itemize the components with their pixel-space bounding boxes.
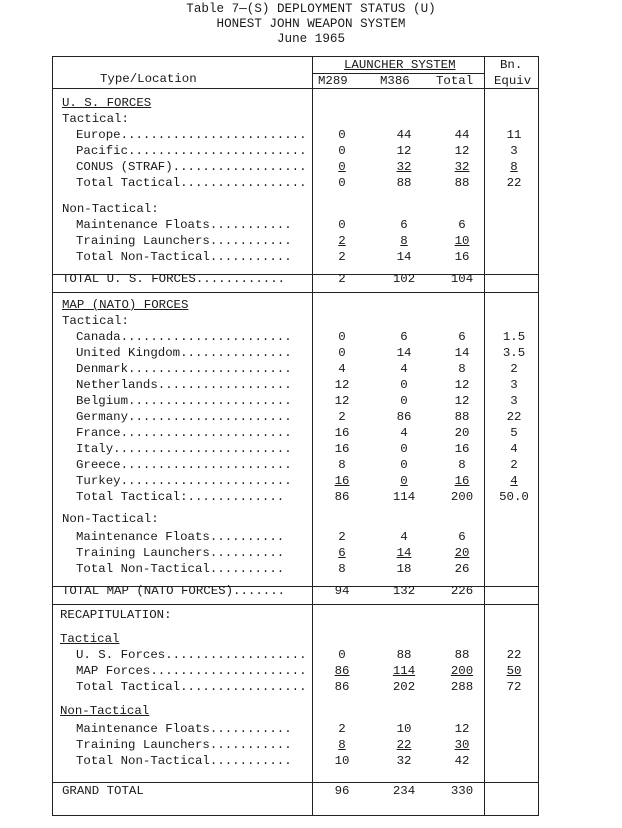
title-line-1: Table 7—(S) DEPLOYMENT STATUS (U) — [186, 2, 436, 16]
cell-m386: 8 — [400, 234, 408, 248]
row-label: Maintenance Floats........... — [76, 218, 292, 232]
cell-bn: 72 — [506, 680, 522, 694]
cell-m289: 6 — [338, 546, 346, 560]
cell-m289: 0 — [338, 648, 346, 662]
row-label: Europe......................... — [76, 128, 307, 142]
cell-bn: 4 — [510, 474, 518, 488]
cell-bn: 50 — [506, 664, 522, 678]
row-label: RECAPITULATION: — [60, 608, 172, 622]
row-label: CONUS (STRAF).................. — [76, 160, 307, 174]
cell-total: 16 — [454, 250, 470, 264]
row-label: Maintenance Floats.......... — [76, 530, 285, 544]
cell-m289: 16 — [334, 474, 350, 488]
cell-m289: 10 — [334, 754, 350, 768]
cell-total: 20 — [454, 426, 470, 440]
cell-bn: 3 — [510, 144, 518, 158]
row-label: Greece....................... — [76, 458, 292, 472]
cell-total: 12 — [454, 722, 470, 736]
row-label: Training Launchers.......... — [76, 546, 285, 560]
cell-m386: 4 — [400, 362, 408, 376]
row-label: Total Tactical................. — [76, 176, 307, 190]
cell-total: 6 — [458, 330, 466, 344]
row-label: Total Tactical:............. — [76, 490, 285, 504]
cell-total: 8 — [458, 362, 466, 376]
cell-total: 30 — [454, 738, 470, 752]
row-label: Canada....................... — [76, 330, 292, 344]
row-label: Total Non-Tactical.......... — [76, 562, 285, 576]
cell-m289: 8 — [338, 562, 346, 576]
cell-m386: 0 — [400, 458, 408, 472]
cell-total: 12 — [454, 394, 470, 408]
cell-m386: 88 — [396, 176, 412, 190]
cell-m289: 2 — [338, 530, 346, 544]
row-label: Turkey....................... — [76, 474, 292, 488]
row-label: MAP (NATO) FORCES — [62, 298, 189, 312]
row-label: Total Non-Tactical........... — [76, 250, 292, 264]
cell-m289: 0 — [338, 144, 346, 158]
header-bn: Bn. — [500, 58, 523, 72]
us-total-bottom-rule — [52, 292, 539, 293]
row-label: GRAND TOTAL — [62, 784, 144, 798]
cell-total: 26 — [454, 562, 470, 576]
cell-m386: 88 — [396, 648, 412, 662]
cell-m289: 86 — [334, 664, 350, 678]
cell-m386: 114 — [392, 664, 416, 678]
row-label: Germany...................... — [76, 410, 292, 424]
row-label: Training Launchers........... — [76, 234, 292, 248]
cell-bn: 3.5 — [502, 346, 526, 360]
cell-total: 12 — [454, 144, 470, 158]
cell-m289: 0 — [338, 176, 346, 190]
cell-m289: 16 — [334, 442, 350, 456]
cell-total: 16 — [454, 474, 470, 488]
cell-total: 12 — [454, 378, 470, 392]
cell-bn: 3 — [510, 394, 518, 408]
row-label: TOTAL U. S. FORCES............ — [62, 272, 286, 286]
cell-bn: 11 — [506, 128, 522, 142]
cell-m386: 0 — [400, 378, 408, 392]
cell-m289: 8 — [338, 458, 346, 472]
row-label: Denmark...................... — [76, 362, 292, 376]
cell-bn: 4 — [510, 442, 518, 456]
row-label: MAP Forces..................... — [76, 664, 307, 678]
cell-total: 42 — [454, 754, 470, 768]
cell-m386: 0 — [400, 394, 408, 408]
cell-m386: 4 — [400, 426, 408, 440]
cell-m386: 234 — [392, 784, 416, 798]
map-total-bottom-rule — [52, 604, 539, 605]
header-type-location: Type/Location — [100, 72, 197, 86]
cell-m289: 8 — [338, 738, 346, 752]
cell-m386: 32 — [396, 754, 412, 768]
column-rule-type — [312, 56, 313, 816]
cell-total: 16 — [454, 442, 470, 456]
cell-m289: 0 — [338, 128, 346, 142]
cell-total: 32 — [454, 160, 470, 174]
cell-m386: 14 — [396, 546, 412, 560]
cell-total: 8 — [458, 458, 466, 472]
cell-total: 200 — [450, 490, 474, 504]
cell-m289: 86 — [334, 680, 350, 694]
row-label: Tactical: — [62, 112, 129, 126]
cell-m386: 114 — [392, 490, 416, 504]
row-label: Pacific........................ — [76, 144, 307, 158]
cell-bn: 22 — [506, 176, 522, 190]
cell-total: 88 — [454, 648, 470, 662]
header-m386: M386 — [380, 74, 410, 88]
row-label: Total Non-Tactical........... — [76, 754, 292, 768]
cell-m289: 96 — [334, 784, 350, 798]
cell-bn: 50.0 — [499, 490, 529, 504]
cell-m289: 2 — [338, 272, 346, 286]
row-label: Non-Tactical: — [62, 512, 159, 526]
cell-m386: 132 — [392, 584, 416, 598]
row-label: Non-Tactical: — [62, 202, 159, 216]
cell-bn: 1.5 — [502, 330, 526, 344]
cell-total: 330 — [450, 784, 474, 798]
grand-total-rule — [52, 782, 539, 783]
row-label: Training Launchers........... — [76, 738, 292, 752]
row-label: Non-Tactical — [60, 704, 150, 718]
title-line-3: June 1965 — [276, 32, 346, 46]
cell-m289: 2 — [338, 250, 346, 264]
cell-bn: 2 — [510, 362, 518, 376]
cell-bn: 5 — [510, 426, 518, 440]
row-label: Belgium...................... — [76, 394, 292, 408]
cell-total: 288 — [450, 680, 474, 694]
cell-m289: 16 — [334, 426, 350, 440]
cell-m386: 14 — [396, 346, 412, 360]
cell-m386: 0 — [400, 442, 408, 456]
cell-m386: 202 — [392, 680, 416, 694]
row-label: U. S. Forces................... — [76, 648, 307, 662]
cell-m289: 4 — [338, 362, 346, 376]
column-rule-bn — [484, 56, 485, 816]
cell-m386: 86 — [396, 410, 412, 424]
cell-m386: 12 — [396, 144, 412, 158]
cell-m386: 22 — [396, 738, 412, 752]
cell-m289: 2 — [338, 410, 346, 424]
cell-m289: 2 — [338, 722, 346, 736]
cell-bn: 2 — [510, 458, 518, 472]
cell-m289: 0 — [338, 330, 346, 344]
row-label: Italy........................ — [76, 442, 292, 456]
row-label: Tactical: — [62, 314, 129, 328]
header-equiv: Equiv — [494, 74, 532, 88]
row-label: TOTAL MAP (NATO FORCES)....... — [62, 584, 286, 598]
cell-m289: 0 — [338, 218, 346, 232]
cell-total: 6 — [458, 530, 466, 544]
cell-total: 20 — [454, 546, 470, 560]
cell-total: 88 — [454, 410, 470, 424]
cell-m386: 10 — [396, 722, 412, 736]
row-label: Total Tactical................. — [76, 680, 307, 694]
title-line-2: HONEST JOHN WEAPON SYSTEM — [216, 17, 406, 31]
cell-m386: 6 — [400, 218, 408, 232]
cell-bn: 22 — [506, 410, 522, 424]
cell-bn: 8 — [510, 160, 518, 174]
row-label: United Kingdom............... — [76, 346, 292, 360]
cell-m386: 32 — [396, 160, 412, 174]
cell-m386: 14 — [396, 250, 412, 264]
cell-total: 200 — [450, 664, 474, 678]
cell-total: 6 — [458, 218, 466, 232]
cell-m386: 6 — [400, 330, 408, 344]
cell-m386: 4 — [400, 530, 408, 544]
cell-m289: 94 — [334, 584, 350, 598]
cell-m386: 0 — [400, 474, 408, 488]
cell-total: 226 — [450, 584, 474, 598]
cell-m386: 102 — [392, 272, 416, 286]
cell-m289: 0 — [338, 346, 346, 360]
header-m289: M289 — [318, 74, 348, 88]
header-total: Total — [436, 74, 474, 88]
row-label: Netherlands.................. — [76, 378, 292, 392]
cell-m289: 12 — [334, 394, 350, 408]
header-launcher-system: LAUNCHER SYSTEM — [344, 58, 456, 72]
cell-bn: 3 — [510, 378, 518, 392]
cell-m289: 86 — [334, 490, 350, 504]
cell-total: 88 — [454, 176, 470, 190]
cell-total: 10 — [454, 234, 470, 248]
cell-m289: 2 — [338, 234, 346, 248]
cell-total: 44 — [454, 128, 470, 142]
cell-m386: 18 — [396, 562, 412, 576]
cell-m289: 12 — [334, 378, 350, 392]
row-label: Maintenance Floats........... — [76, 722, 292, 736]
row-label: U. S. FORCES — [62, 96, 152, 110]
cell-m386: 44 — [396, 128, 412, 142]
cell-total: 14 — [454, 346, 470, 360]
row-label: France....................... — [76, 426, 292, 440]
table-title — [0, 2, 622, 47]
cell-bn: 22 — [506, 648, 522, 662]
cell-m289: 0 — [338, 160, 346, 174]
cell-total: 104 — [450, 272, 474, 286]
row-label: Tactical — [60, 632, 120, 646]
